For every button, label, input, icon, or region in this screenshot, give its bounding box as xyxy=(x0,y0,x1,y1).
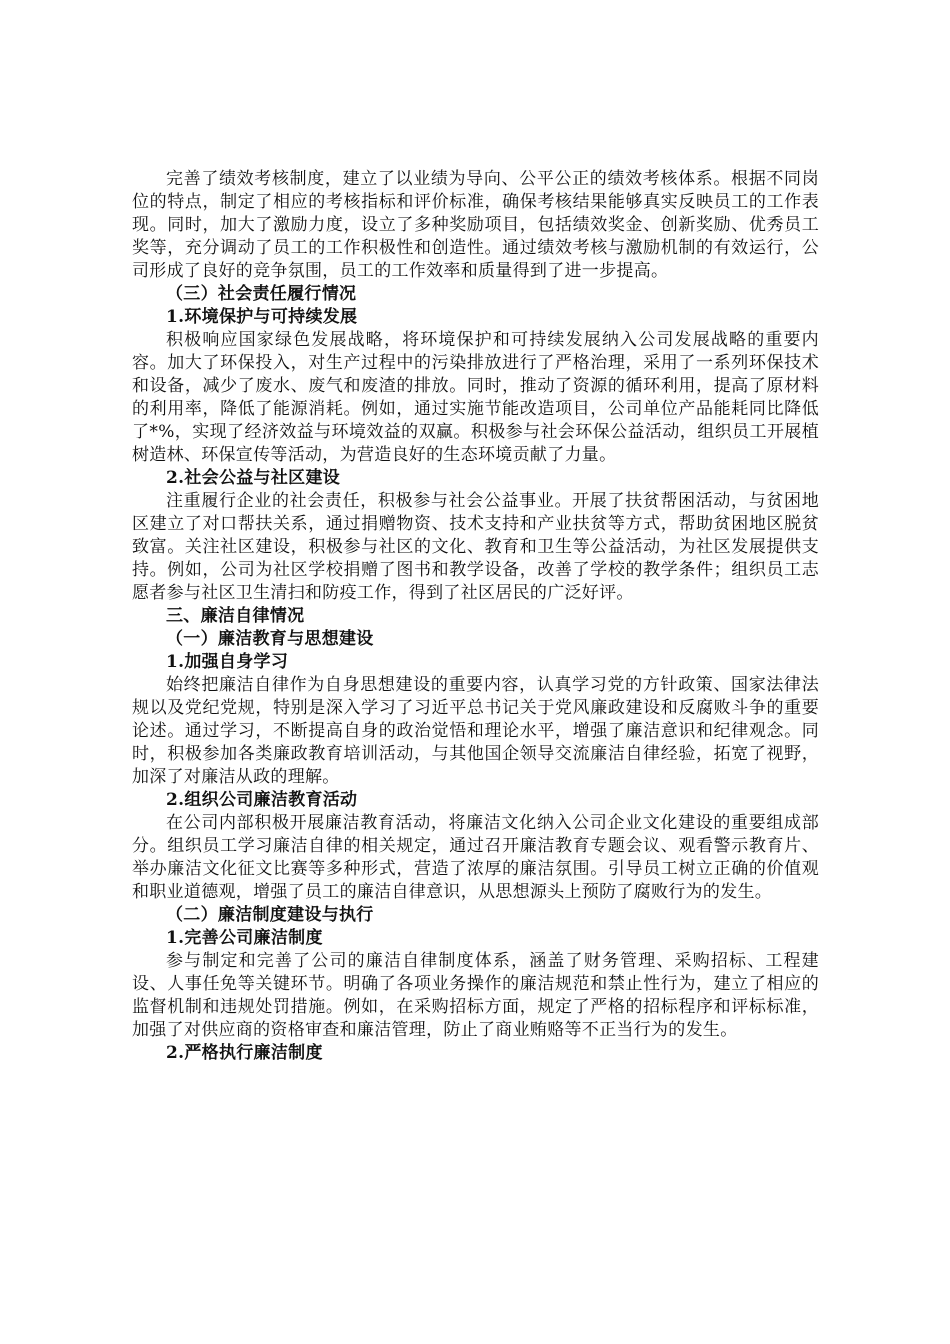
paragraph-performance-appraisal: 完善了绩效考核制度，建立了以业绩为导向、公平公正的绩效考核体系。根据不同岗位的特点，制定了相应的考核指标和评价标准，确保考核结果能够真实反映员工的工作表现。同时，加大了激励力度，设立了多种奖励项目，包括绩效奖金、创新奖励、优秀员工奖等，充分调动了员工的工作积极性和创造性。通过绩效考核与激励机制的有效运行，公司形成了良好的竞争氛围，员工的工作效率和质量得到了进一步提高。 xyxy=(132,169,819,281)
heading-enforce-system: 2.严格执行廉洁制度 xyxy=(166,1043,323,1063)
paragraph-self-study: 始终把廉洁自律作为自身思想建设的重要内容，认真学习党的方针政策、国家法律法规以及党纪党规，特别是深入学习了习近平总书记关于党风廉政建设和反腐败斗争的重要论述。通过学习，不断提高自身的政治觉悟和理论水平，增强了廉洁意识和纪律观念。同时，积极参加各类廉政教育培训活动，与其他国企领导交流廉洁自律经验，拓宽了视野，加深了对廉洁从政的理解。 xyxy=(132,675,819,787)
heading-public-welfare: 2.社会公益与社区建设 xyxy=(166,468,341,488)
heading-environment-protection: 1.环境保护与可持续发展 xyxy=(166,307,358,327)
heading-integrity-education: （一）廉洁教育与思想建设 xyxy=(166,629,374,649)
document-page xyxy=(132,168,819,1065)
heading-integrity-self-discipline: 三、廉洁自律情况 xyxy=(166,606,305,626)
heading-self-study: 1.加强自身学习 xyxy=(166,652,289,672)
paragraph-environment-protection: 积极响应国家绿色发展战略，将环境保护和可持续发展纳入公司发展战略的重要内容。加大了环保投入，对生产过程中的污染排放进行了严格治理，采用了一系列环保技术和设备，减少了废水、废气和废渣的排放。同时，推动了资源的循环利用，提高了原材料的利用率，降低了能源消耗。例如，通过实施节能改造项目，公司单位产品能耗同比降低了*%，实现了经济效益与环境效益的双赢。积极参与社会环保公益活动，组织员工开展植树造林、环保宣传等活动，为营造良好的生态环境贡献了力量。 xyxy=(132,330,819,465)
paragraph-improve-system: 参与制定和完善了公司的廉洁自律制度体系，涵盖了财务管理、采购招标、工程建设、人事任免等关键环节。明确了各项业务操作的廉洁规范和禁止性行为，建立了相应的监督机制和违规处罚措施。例如，在采购招标方面，规定了严格的招标程序和评标标准，加强了对供应商的资格审查和廉洁管理，防止了商业贿赂等不正当行为的发生。 xyxy=(132,951,819,1040)
paragraph-public-welfare: 注重履行企业的社会责任，积极参与社会公益事业。开展了扶贫帮困活动，与贫困地区建立了对口帮扶关系，通过捐赠物资、技术支持和产业扶贫等方式，帮助贫困地区脱贫致富。关注社区建设，积极参与社区的文化、教育和卫生等公益活动，为社区发展提供支持。例如，公司为社区学校捐赠了图书和教学设备，改善了学校的教学条件；组织员工志愿者参与社区卫生清扫和防疫工作，得到了社区居民的广泛好评。 xyxy=(132,491,819,603)
paragraph-company-education-activities: 在公司内部积极开展廉洁教育活动，将廉洁文化纳入公司企业文化建设的重要组成部分。组织员工学习廉洁自律的相关规定，通过召开廉洁教育专题会议、观看警示教育片、举办廉洁文化征文比赛等多种形式，营造了浓厚的廉洁氛围。引导员工树立正确的价值观和职业道德观，增强了员工的廉洁自律意识，从思想源头上预防了腐败行为的发生。 xyxy=(132,813,819,902)
heading-improve-system: 1.完善公司廉洁制度 xyxy=(166,928,323,948)
heading-integrity-system: （二）廉洁制度建设与执行 xyxy=(166,905,374,925)
heading-company-education-activities: 2.组织公司廉洁教育活动 xyxy=(166,790,358,810)
heading-social-responsibility: （三）社会责任履行情况 xyxy=(166,284,357,304)
